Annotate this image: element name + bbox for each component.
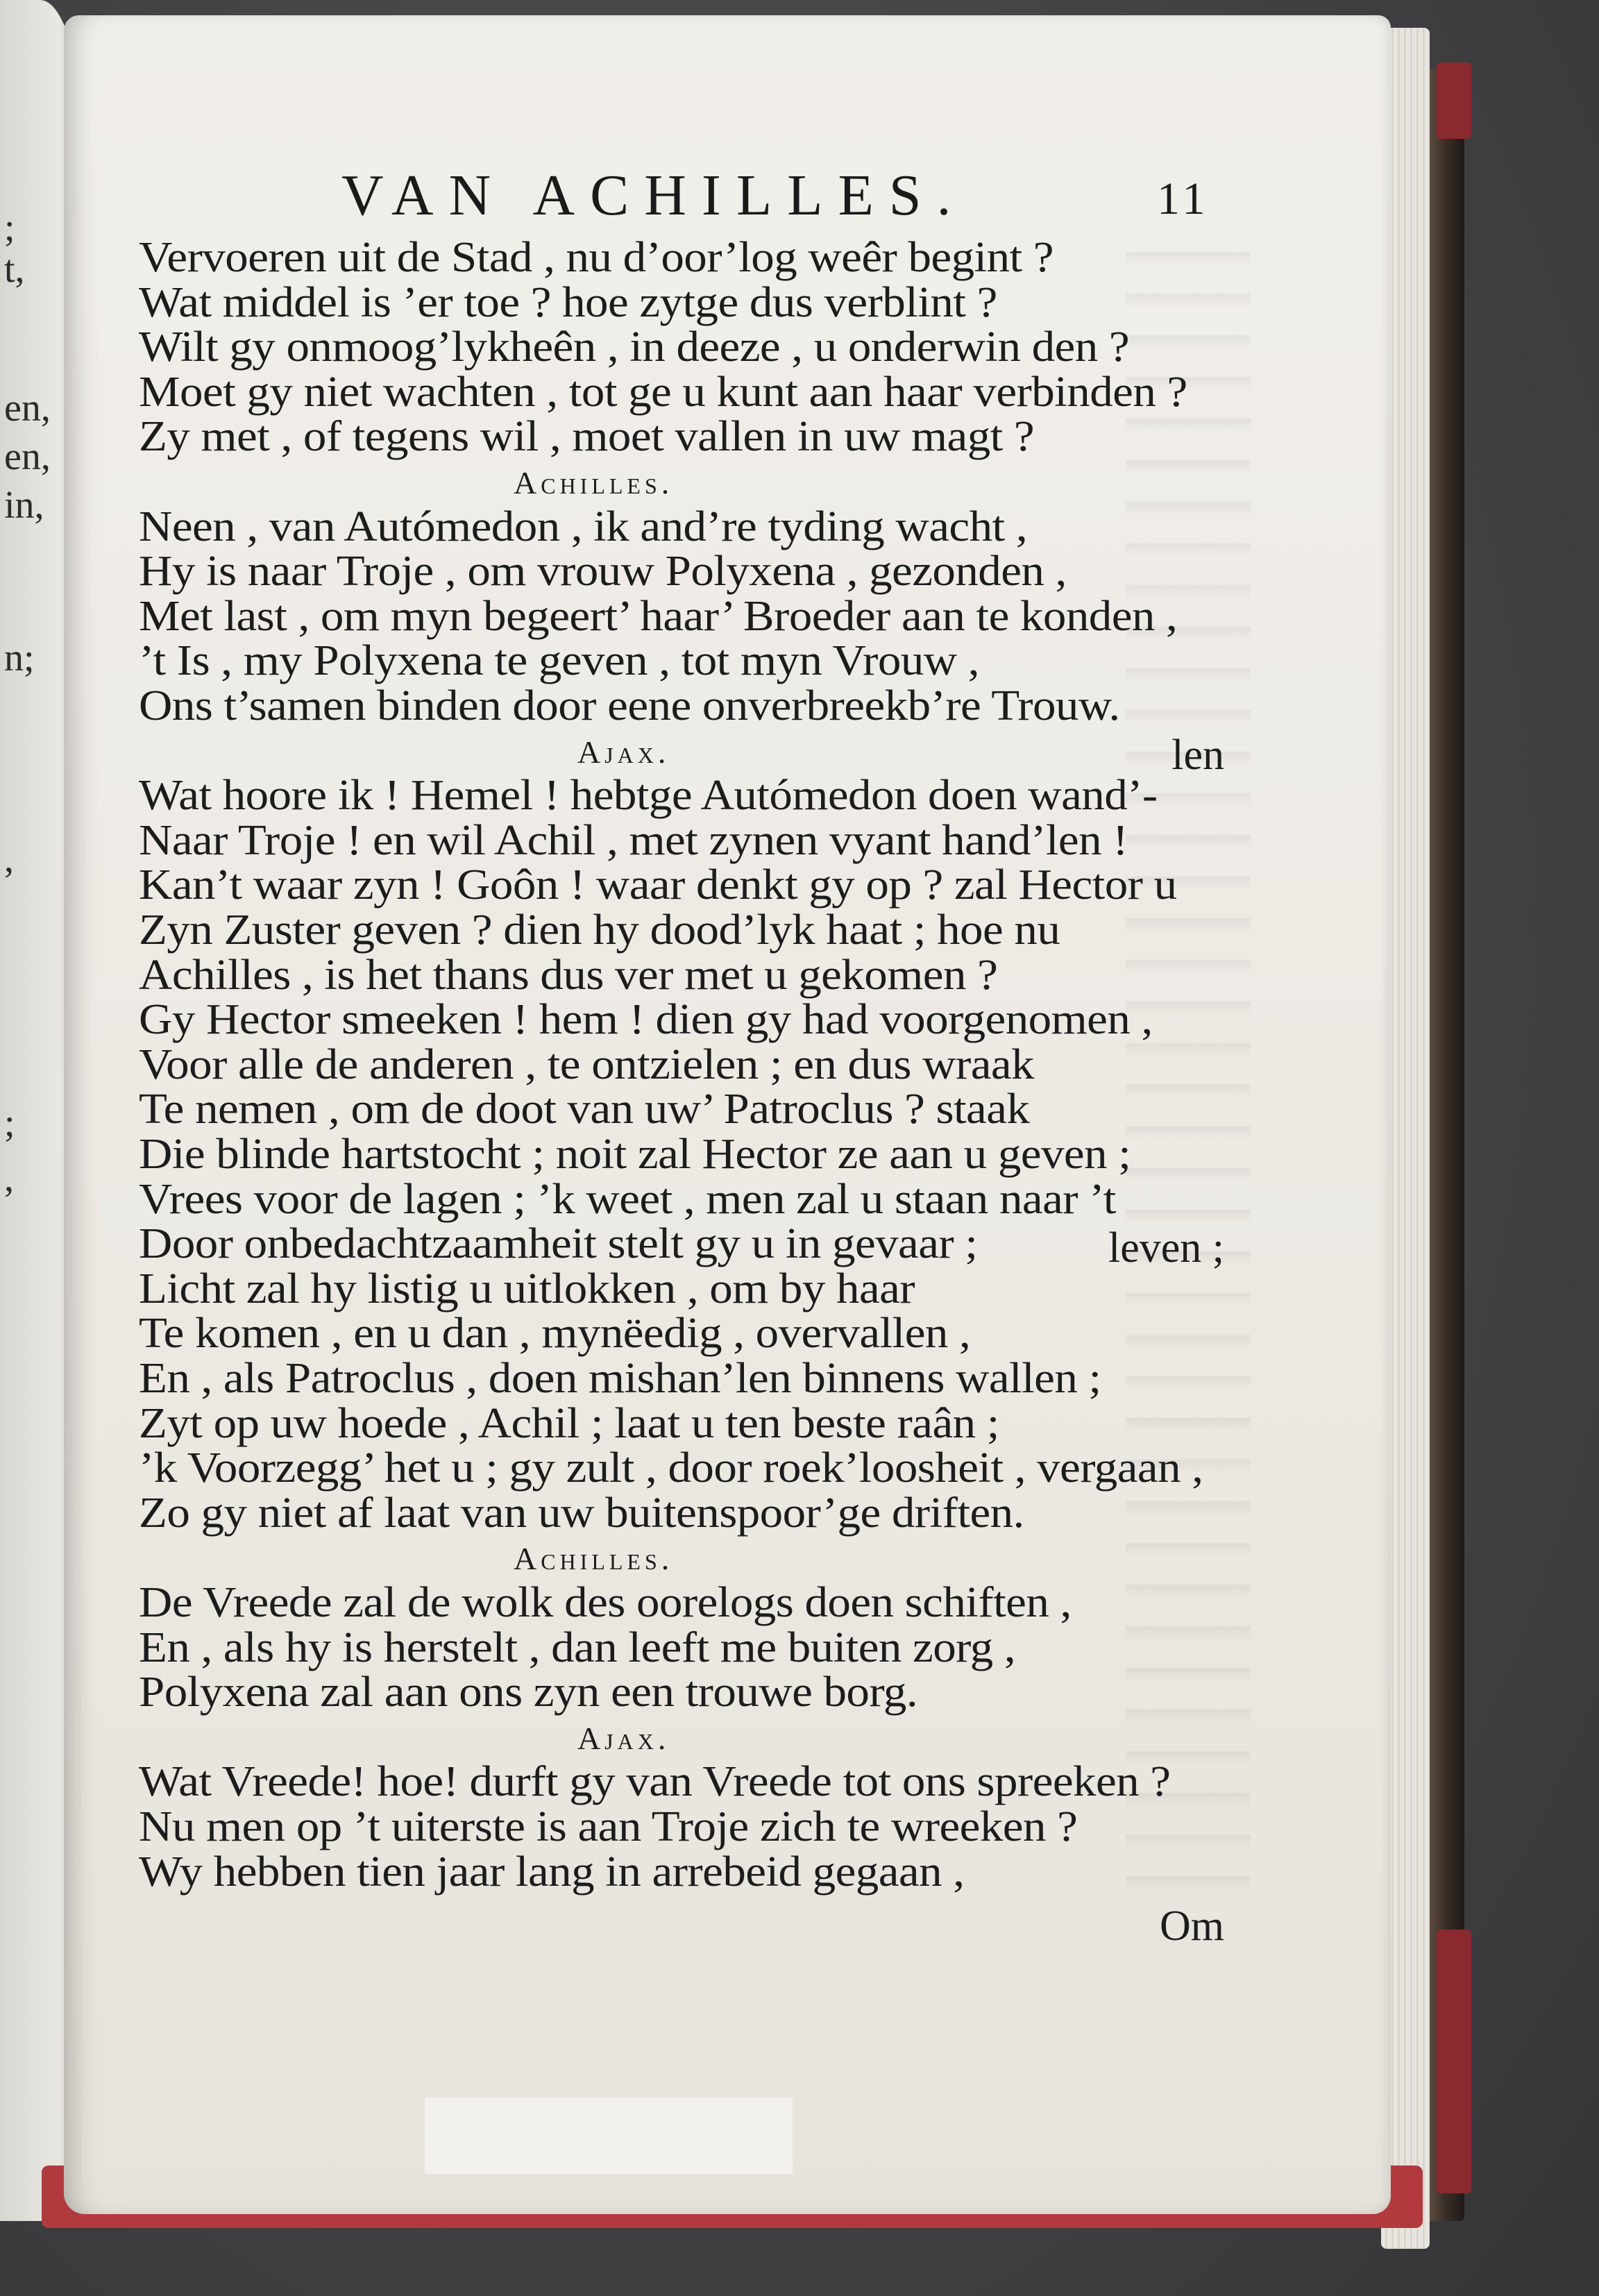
page-number: 11	[1157, 174, 1210, 224]
speaker-name: Achilles.	[514, 1541, 674, 1576]
turnover-word: leven ;	[1108, 1224, 1224, 1272]
left-page-fragment: t,	[4, 248, 25, 291]
left-page-fragment: ;	[4, 1101, 15, 1145]
speaker-name: Ajax.	[577, 734, 670, 770]
verse-line: Te komen , en u dan , mynëedig , overvallen ,	[139, 1310, 971, 1357]
show-through-text	[1126, 223, 1251, 1889]
verse-line: En , als Patroclus , doen mishan’len binnens wallen ;	[139, 1355, 1101, 1402]
cover-red-edge-bottom	[1437, 1930, 1471, 2193]
book-page	[64, 15, 1391, 2214]
left-page-fragment: en,	[4, 387, 51, 430]
speaker-name: Ajax.	[577, 1721, 670, 1756]
verse-line: Hy is naar Troje , om vrouw Polyxena , gezonden ,	[139, 548, 1067, 595]
verse-line: Nu men op ’t uiterste is aan Troje zich te wreeken ?	[139, 1803, 1078, 1850]
verse-line: Vrees voor de lagen ; ’k weet , men zal u staan naar ’t	[139, 1176, 1116, 1223]
verse-line: Achilles , is het thans dus ver met u gekomen ?	[139, 952, 998, 999]
redaction-patch	[425, 2097, 793, 2174]
left-page-fragment: ;	[4, 206, 15, 249]
verse-line: Met last , om myn begeert’ haar’ Broeder aan te konden ,	[139, 593, 1178, 640]
verse-line: Wat Vreede! hoe! durft gy van Vreede tot ons spreeken ?	[139, 1758, 1171, 1805]
verse-line: ’k Voorzegg’ het u ; gy zult , door roek’loosheit , vergaan ,	[139, 1444, 1203, 1492]
verse-line: Ons t’samen binden door eene onverbreekb’re Trouw.	[139, 682, 1120, 729]
verse-line: Te nemen , om de doot van uw’ Patroclus ? staak	[139, 1086, 1030, 1133]
verse-line: Zyn Zuster geven ? dien hy dood’lyk haat ; hoe nu	[139, 906, 1060, 954]
verse-line: Neen , van Autómedon , ik and’re tyding wacht ,	[139, 503, 1028, 550]
verse-line: Vervoeren uit de Stad , nu d’oor’log weêr begint ?	[139, 234, 1054, 281]
cover-red-edge-top	[1437, 62, 1471, 139]
verse-line: Kan’t waar zyn ! Goôn ! waar denkt gy op ? zal Hector u	[139, 861, 1177, 909]
verse-line: De Vreede zal de wolk des oorelogs doen schiften ,	[139, 1579, 1072, 1626]
verse-line: Zo gy niet af laat van uw buitenspoor’ge driften.	[139, 1489, 1024, 1537]
verse-line: Wilt gy onmoog’lykheên , in deeze , u onderwin den ?	[139, 323, 1130, 371]
left-page-fragment: ,	[4, 1157, 14, 1200]
verse-line: Zyt op uw hoede , Achil ; laat u ten beste raân ;	[139, 1400, 999, 1447]
left-page-fragment: en,	[4, 435, 51, 478]
verse-line: Gy Hector smeeken ! hem ! dien gy had voorgenomen ,	[139, 996, 1153, 1043]
left-page-fragment: n;	[4, 636, 35, 679]
verse-line: ’t Is , my Polyxena te geven , tot myn Vrouw ,	[139, 637, 980, 684]
left-page-fragment: in,	[4, 484, 44, 527]
verse-line: Zy met , of tegens wil , moet vallen in uw magt ?	[139, 413, 1035, 460]
verse-line: En , als hy is herstelt , dan leeft me buiten zorg ,	[139, 1624, 1016, 1671]
verse-line: Die blinde hartstocht ; noit zal Hector ze aan u geven ;	[139, 1131, 1131, 1178]
verse-line: Wat hoore ik ! Hemel ! hebtge Autómedon doen wand’-	[139, 772, 1158, 819]
catchword: Om	[1160, 1902, 1224, 1950]
speaker-name: Achilles.	[514, 465, 674, 500]
verse-line: Polyxena zal aan ons zyn een trouwe borg.	[139, 1669, 918, 1716]
verse-line: Wy hebben tien jaar lang in arrebeid gegaan ,	[139, 1848, 965, 1896]
turnover-word: len	[1171, 732, 1224, 779]
verse-line: Licht zal hy listig u uitlokken , om by haar	[139, 1265, 915, 1312]
verse-line: Wat middel is ’er toe ? hoe zytge dus verblint ?	[139, 279, 997, 326]
left-page-fragment: ,	[4, 838, 14, 881]
verse-line: Voor alle de anderen , te ontzielen ; en dus wraak	[139, 1041, 1035, 1088]
verse-line: Moet gy niet wachten , tot ge u kunt aan haar verbinden ?	[139, 369, 1187, 416]
verse-line: Naar Troje ! en wil Achil , met zynen vyant hand’len !	[139, 817, 1128, 864]
running-head: VAN ACHILLES.	[341, 163, 967, 228]
verse-line: Door onbedachtzaamheit stelt gy u in gevaar ;	[139, 1220, 978, 1267]
